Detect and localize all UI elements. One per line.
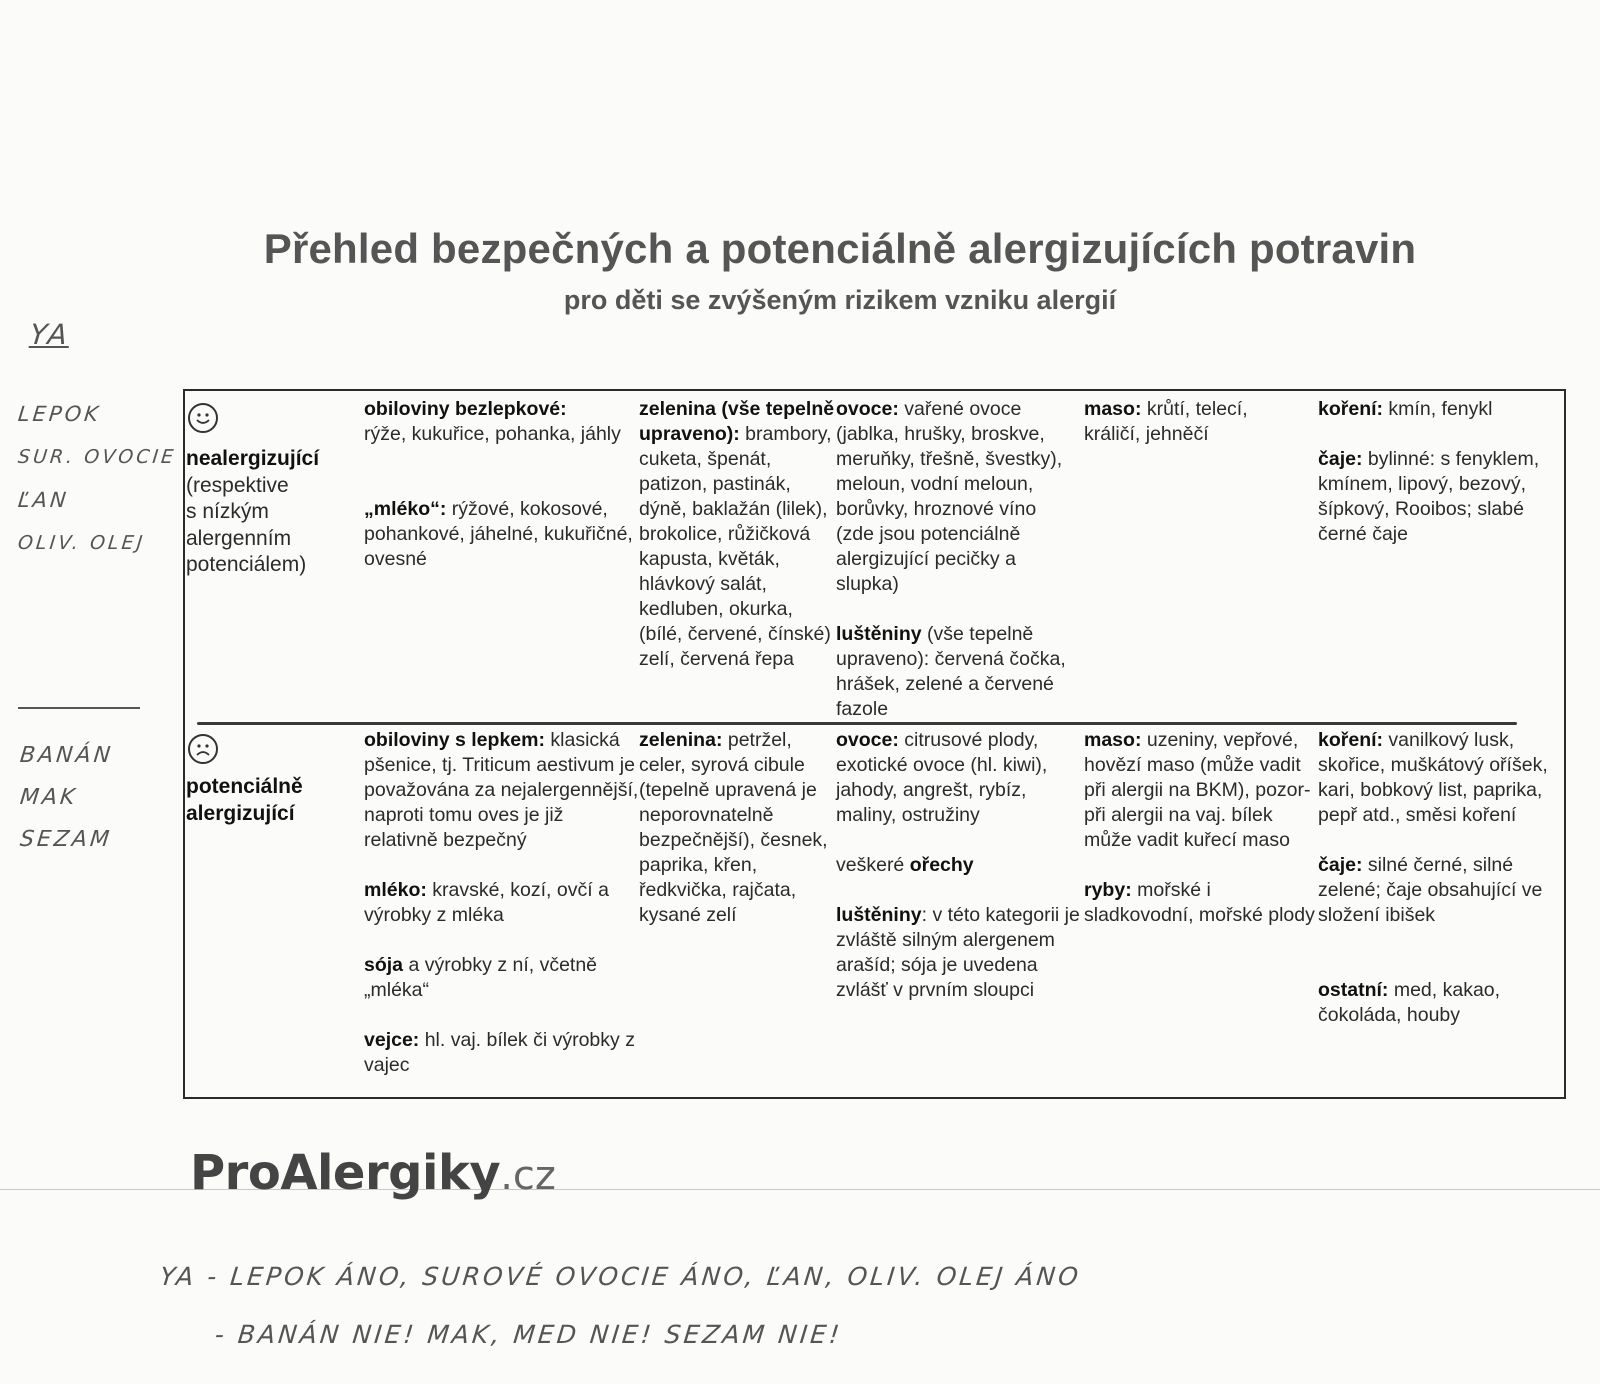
row-label-allergenic-title: potenciálně alergizující <box>186 775 303 825</box>
cell-heading: maso: <box>1084 729 1142 751</box>
cell-text: silné černé, silné zelené; čaje obsahující ve složení ibišek <box>1318 854 1543 926</box>
safe-vegetables-cell <box>639 397 839 672</box>
cell-text: petržel, celer, syrová cibule (tepelně upravená je neporovnatelně bezpečnější), česnek, paprika, křen, ředkvička, rajčata, kysané zelí <box>639 729 828 926</box>
cell-heading: ořechy <box>909 854 974 876</box>
handwritten-note: ĽAN <box>16 488 71 512</box>
allergenic-vegetables-cell <box>639 728 837 928</box>
smiley-happy-icon <box>188 403 218 433</box>
cell-text: mořské i sladkovodní, mořské plody <box>1084 879 1315 926</box>
cell-heading: koření: <box>1318 729 1384 751</box>
handwritten-margin-top: YA <box>28 318 72 351</box>
handwritten-margin-list-2 <box>20 735 160 861</box>
row-label-safe <box>186 446 356 579</box>
cell-text: bylinné: s fenyklem, kmínem, lipový, bezový, šípkový, Rooibos; slabé černé čaje <box>1318 448 1540 545</box>
safe-meat-cell <box>1084 397 1309 447</box>
cell-heading: ovoce: <box>836 729 899 751</box>
cell-text: vařené ovoce (jablka, hrušky, broskve, meruňky, třešně, švestky), meloun, vodní meloun, borůvky, hroznové víno (zde jsou potenciálně alergizující pecičky a slupka) <box>836 398 1063 595</box>
table-row-divider <box>197 722 1517 725</box>
cell-heading: čaje: <box>1318 448 1363 470</box>
cell-text: hl. vaj. bílek či výrobky z vajec <box>364 1029 635 1076</box>
proalergiky-logo <box>190 1145 556 1201</box>
cell-text: veškeré <box>836 854 910 876</box>
handwritten-margin-list-1 <box>18 393 178 565</box>
cell-text: : v této kategorii je zvláště silným alergenem arašíd; sója je uvedena zvlášť v prvním sloupci <box>836 904 1080 1001</box>
handwritten-note: LEPOK <box>16 402 103 426</box>
handwritten-separator <box>18 707 140 709</box>
cell-heading: luštěniny <box>836 623 922 645</box>
cell-text: brambory, cuketa, špenát, patizon, pastinák, dýně, baklažán (lilek), brokolice, růžičková kapusta, květák, hlávkový salát, kedluben, okurka, (bílé, červené, čínské) zelí, červená řepa <box>639 423 832 670</box>
row-label-allergenic <box>186 774 356 827</box>
handwritten-note: SEZAM <box>18 827 114 852</box>
cell-heading: obiloviny bezlepkové: <box>364 398 567 420</box>
allergenic-meat-cell <box>1084 728 1316 928</box>
cell-heading: koření: <box>1318 398 1384 420</box>
page-title: Přehled bezpečných a potenciálně alergizujících potravin <box>263 225 1417 272</box>
cell-text: kmín, fenykl <box>1383 398 1493 420</box>
row-label-safe-title: nealergizující <box>186 447 320 470</box>
cell-heading: mléko: <box>364 879 427 901</box>
allergenic-grains-cell <box>364 728 639 1078</box>
handwritten-note: SUR. OVOCIE <box>16 446 178 468</box>
row-label-safe-note: alergenním <box>186 526 292 550</box>
allergenic-spices-cell <box>1318 728 1563 1028</box>
cell-text: uzeniny, vepřové, hovězí maso (může vadit při alergii na BKM), pozor-při alergii na vaj. bílek může vadit kuřecí maso <box>1084 729 1311 851</box>
row-label-safe-note: potenciálem) <box>186 553 307 576</box>
cell-text: med, kakao, čokoláda, houby <box>1318 979 1501 1026</box>
cell-heading: čaje: <box>1318 854 1363 876</box>
cell-text: krůtí, telecí, králičí, jehněčí <box>1084 398 1248 445</box>
cell-text: klasická pšenice, tj. Triticum aestivum je považována za nejalergennější, naproti tomu oves je již relativně bezpečný <box>364 729 639 851</box>
cell-text: (vše tepelně upraveno): červená čočka, hrášek, zelené a červené fazole <box>836 623 1066 720</box>
safe-fruit-cell <box>836 397 1079 722</box>
cell-heading: ryby: <box>1084 879 1132 901</box>
handwritten-note: OLIV. OLEJ <box>16 532 147 554</box>
cell-text: rýže, kukuřice, pohanka, jáhly <box>364 423 621 445</box>
handwritten-note: BANÁN <box>18 743 115 768</box>
logo-wordmark: ProAlergiky <box>190 1145 501 1201</box>
cell-heading: obiloviny s lepkem: <box>364 729 545 751</box>
row-label-safe-note: (respektive <box>186 473 289 497</box>
handwritten-bottom-line-2: - BANÁN NIE! MAK, MED NIE! SEZAM NIE! <box>213 1320 844 1349</box>
smiley-sad-icon <box>188 734 218 764</box>
cell-text: citrusové plody, exotické ovoce (hl. kiwi), jahody, angrešt, rybíz, maliny, ostružiny <box>836 729 1048 826</box>
cell-heading: ostatní: <box>1318 979 1389 1001</box>
cell-heading: zelenina (vše tepelně upraveno): <box>639 398 835 445</box>
safe-spices-cell <box>1318 397 1563 547</box>
cell-heading: luštěniny <box>836 904 922 926</box>
page-subtitle: pro děti se zvýšeným rizikem vzniku alergií <box>563 285 1117 315</box>
cell-heading: ovoce: <box>836 398 899 420</box>
cell-heading: maso: <box>1084 398 1142 420</box>
cell-text: a výrobky z ní, včetně „mléka“ <box>364 954 598 1001</box>
cell-text: rýžové, kokosové, pohankové, jáhelné, kukuřičné, ovesné <box>364 498 633 570</box>
cell-heading: zelenina: <box>639 729 723 751</box>
cell-heading: vejce: <box>364 1029 420 1051</box>
cell-text: kravské, kozí, ovčí a výrobky z mléka <box>364 879 609 926</box>
handwritten-note: MAK <box>18 785 79 810</box>
row-label-safe-note: s nízkým <box>186 500 269 523</box>
logo-tld: .cz <box>500 1153 556 1199</box>
handwritten-bottom-line-1: YA - LEPOK ÁNO, SUROVÉ OVOCIE ÁNO, ĽAN, OLIV. OLEJ ÁNO <box>158 1262 1083 1291</box>
allergenic-fruit-cell <box>836 728 1081 1003</box>
cell-heading: „mléko“: <box>364 498 447 520</box>
cell-heading: sója <box>364 954 404 976</box>
cell-text: vanilkový lusk, skořice, muškátový oříšek, kari, bobkový list, paprika, pepř atd., směsi koření <box>1318 729 1548 826</box>
safe-grains-cell <box>364 397 634 572</box>
